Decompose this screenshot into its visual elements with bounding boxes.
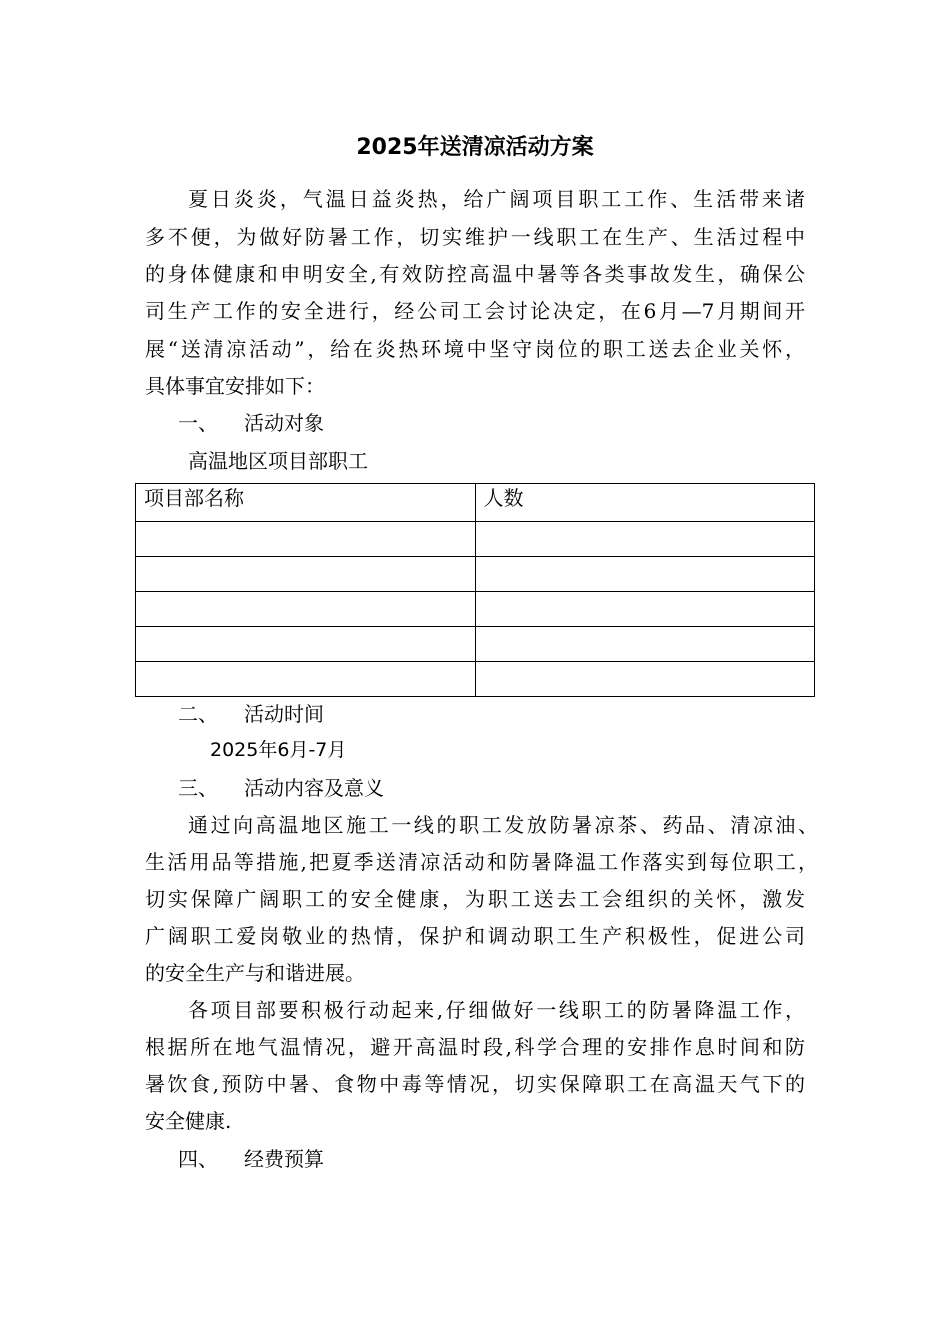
table-cell — [475, 592, 815, 627]
section-heading-1 — [178, 408, 324, 438]
section-number: 四、 — [178, 1147, 218, 1171]
section-number: 一、 — [178, 411, 218, 435]
table-header-project-name: 项目部名称 — [136, 484, 476, 522]
body-line: 生活用品等措施,把夏季送清凉活动和防暑降温工作落实到每位职工， — [145, 850, 818, 874]
section-number: 三、 — [178, 776, 218, 800]
body-line: 各项目部要积极行动起来,仔细做好一线职工的防暑降温工作， — [188, 998, 805, 1022]
table-cell — [136, 592, 476, 627]
section-label: 活动对象 — [244, 411, 324, 435]
table-row — [136, 627, 815, 662]
intro-line: 司生产工作的安全进行，经公司工会讨论决定，在6月—7月期间开 — [145, 299, 805, 323]
table-cell — [475, 662, 815, 697]
intro-line: 具体事宜安排如下： — [145, 374, 325, 398]
document-title: 2025年送清凉活动方案 — [356, 135, 594, 160]
table-cell — [136, 627, 476, 662]
section-text: 高温地区项目部职工 — [188, 449, 368, 473]
intro-line: 多不便，为做好防暑工作，切实维护一线职工在生产、生活过程中 — [145, 225, 805, 249]
body-line: 根据所在地气温情况，避开高温时段,科学合理的安排作息时间和防 — [145, 1035, 805, 1059]
section-heading-3 — [178, 773, 384, 803]
intro-line: 展“送清凉活动”，给在炎热环境中坚守岗位的职工送去企业关怀， — [145, 337, 805, 361]
section-heading-4 — [178, 1144, 324, 1174]
section-text: 2025年6月-7月 — [210, 739, 347, 761]
body-line: 通过向高温地区施工一线的职工发放防暑凉茶、药品、清凉油、 — [188, 813, 818, 837]
body-line: 安全健康. — [145, 1109, 232, 1133]
intro-line: 的身体健康和申明安全,有效防控高温中暑等各类事故发生，确保公 — [145, 262, 805, 286]
section-label: 活动内容及意义 — [244, 776, 384, 800]
table-cell — [136, 662, 476, 697]
table-cell — [136, 522, 476, 557]
table-row — [136, 662, 815, 697]
section-number: 二、 — [178, 702, 218, 726]
section-heading-2 — [178, 699, 324, 729]
section-label: 活动时间 — [244, 702, 324, 726]
body-line: 切实保障广阔职工的安全健康，为职工送去工会组织的关怀，激发 — [145, 887, 805, 911]
body-line: 广阔职工爱岗敬业的热情，保护和调动职工生产积极性，促进公司 — [145, 924, 805, 948]
body-line: 暑饮食,预防中暑、食物中毒等情况，切实保障职工在高温天气下的 — [145, 1072, 805, 1096]
table-row — [136, 592, 815, 627]
table-row — [136, 557, 815, 592]
table-cell — [136, 557, 476, 592]
table-header-row — [136, 484, 815, 522]
intro-line: 夏日炎炎，气温日益炎热，给广阔项目职工工作、生活带来诸 — [188, 187, 805, 211]
table-row — [136, 522, 815, 557]
table-header-headcount: 人数 — [475, 484, 815, 522]
project-staff-table — [135, 483, 815, 697]
table-cell — [475, 627, 815, 662]
table-cell — [475, 557, 815, 592]
body-line: 的安全生产与和谐进展。 — [145, 961, 365, 985]
section-label: 经费预算 — [244, 1147, 324, 1171]
table-cell — [475, 522, 815, 557]
